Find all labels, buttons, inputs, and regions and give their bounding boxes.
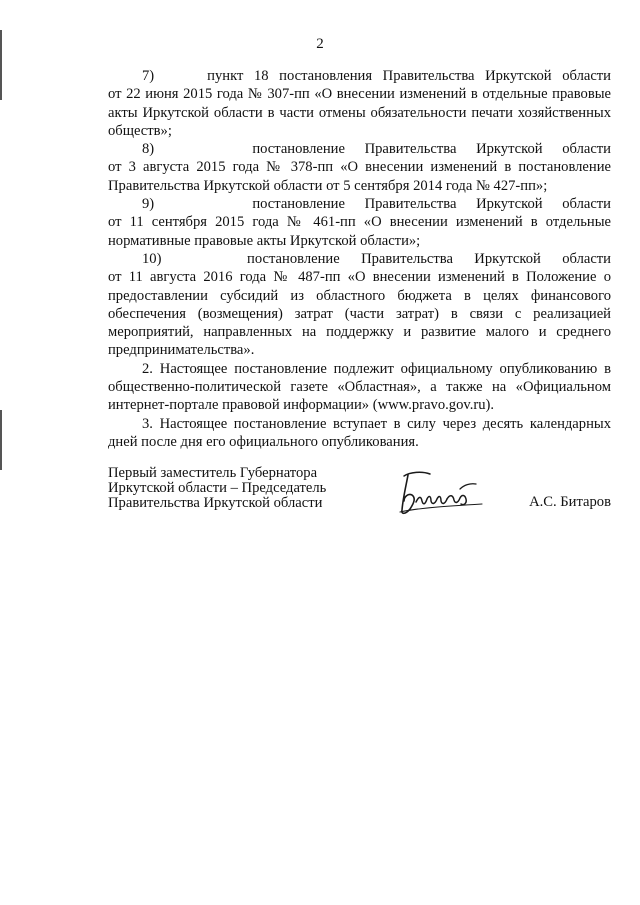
list-item-text: от 22 июня 2015 года № 307-пп «О внесении изменений в отдельные правовые акты Иркутской области в части отмены обязательности печати хозяйственных обществ»;: [108, 86, 611, 139]
handwritten-signature: [396, 468, 488, 518]
signature-block: [108, 466, 611, 526]
signatory-title-line: Правительства Иркутской области: [108, 495, 323, 511]
signatory-title: [108, 466, 326, 511]
list-item: [108, 67, 611, 140]
list-item: [108, 250, 611, 360]
list-item-lead: 7) пункт 18 постановления Правительства Иркутской области: [142, 68, 611, 84]
list-item-lead: 10) постановление Правительства Иркутской области: [142, 250, 611, 267]
list-item-lead: 9) постановление Правительства Иркутской области: [142, 196, 611, 213]
page-number: 2: [316, 36, 324, 52]
list-item-text: от 11 августа 2016 года № 487-пп «О внесении изменений в Положение о предоставлении субсидий из областного бюджета в целях финансового обеспечения (возмещения) затрат (части затрат) в связи с реализацией мероприятий, направленных на поддержку и развитие малого и среднего предпринимательства».: [108, 269, 611, 359]
list-item-text: от 11 сентября 2015 года № 461-пп «О внесении изменений в отдельные нормативные правовые акты Иркутской области»;: [108, 214, 611, 249]
list-item: [108, 140, 611, 195]
paragraph-publication: 2. Настоящее постановление подлежит официальному опубликованию в общественно-политической газете «Областная», а также на «Официальном интернет-портале правовой информации» (www.pravo.gov.ru).: [108, 360, 611, 414]
list-item-text: от 3 августа 2015 года № 378-пп «О внесении изменений в постановление Правительства Иркутской области от 5 сентября 2014 года № 427-пп»;: [108, 159, 611, 194]
signatory-title-line: Иркутской области – Председатель: [108, 480, 327, 496]
list-item-lead: 8) постановление Правительства Иркутской области: [142, 141, 611, 158]
signatory-name: А.С. Битаров: [529, 494, 611, 510]
signatory-title-line: Первый заместитель Губернатора: [108, 465, 318, 481]
scan-edge-mark: [0, 410, 2, 470]
document-body: [108, 67, 611, 451]
list-item: [108, 195, 611, 250]
paragraph-effective-date: 3. Настоящее постановление вступает в силу через десять календарных дней после дня его официального опубликования.: [108, 415, 611, 450]
